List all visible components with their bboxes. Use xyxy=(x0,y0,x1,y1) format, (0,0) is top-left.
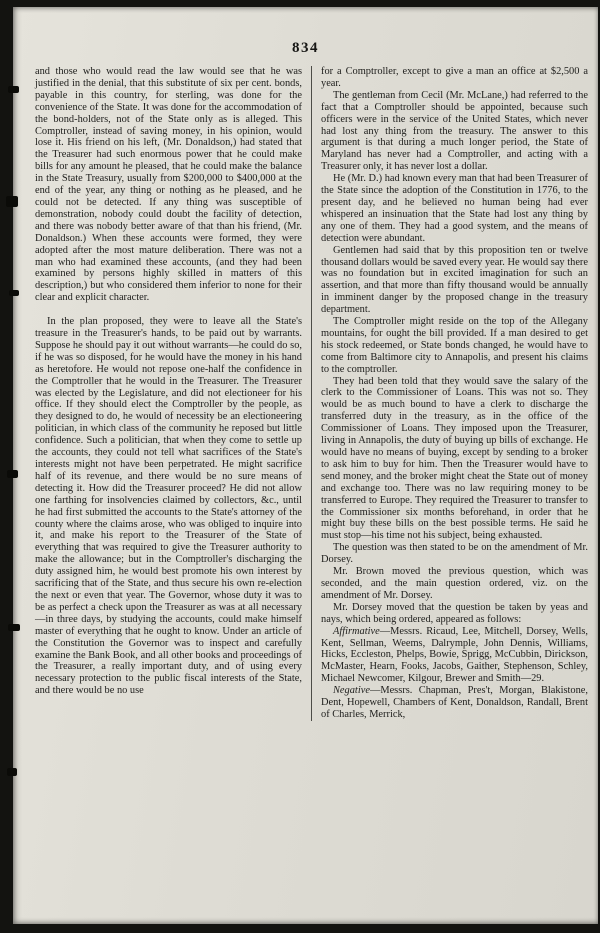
scan-artifact xyxy=(8,86,19,93)
document-page xyxy=(13,7,598,924)
paragraph: They had been told that they would save the salary of the clerk to the Commissioner of Loans. This was not so. They would be as much bound to have a clerk to discharge the transferred duty in the treasury, as in the office of the Commissioner of Loans. They imposed upon the Treasurer, living in Annapolis, the duty of buying up bills of exchange. He would have no means of buying, except by sending to a broker to ask him to buy for him. Then the Treasurer would have to send money, and the broker might cheat the State out of money and exchange too. There was no law requiring money to be transferred to Europe. They required the Treasurer to transfer to the Commissioner six months beforehand, in order that he might buy these bills on the best possible terms. He said he must stop—his time not his subject, being exhausted. xyxy=(321,375,588,542)
paragraph: He (Mr. D.) had known every man that had been Treasurer of the State since the adoption of the Constitution in 1776, to the present day, and he believed no human being had ever whispered an insinuation that the State had lost any thing by any one of them. They had a good system, and the means of detection were abundant. xyxy=(321,173,588,244)
paragraph: The gentleman from Cecil (Mr. McLane,) had referred to the fact that a Comptroller should be appointed, because such officers were in the service of the United States, which never had lost any thing from the treasury. The answer to this argument is that during a much longer period, the State of Maryland has never had a Comptroller, and acting with a Treasurer only, it has never lost a dollar. xyxy=(321,89,588,173)
paragraph: The Comptroller might reside on the top of the Allegany mountains, for ought the bill provided. If a man desired to get his stock redeemed, or State bonds changed, he would have to come from Baltimore city to Annapolis, and present his claims to the comptroller. xyxy=(321,316,588,375)
negative-names: —Messrs. Chapman, Pres't, Morgan, Blakistone, Dent, Hopewell, Chambers of Kent, Donaldson, Randall, Brent of Charles, Merrick, xyxy=(321,685,588,720)
scan-artifact xyxy=(7,768,17,776)
paragraph: Gentlemen had said that by this proposition ten or twelve thousand dollars would be saved every year. He would say there was no foundation but in excited imagination for such an assertion, and that more than fifty thousand would be annually in imminent danger by the proposed change in the treasury department. xyxy=(321,244,588,316)
left-column xyxy=(35,66,311,721)
negative-label: Negative xyxy=(333,685,370,697)
right-column xyxy=(312,66,588,721)
scan-artifact xyxy=(9,290,19,296)
paragraph: The question was then stated to be on the amendment of Mr. Dorsey. xyxy=(321,542,588,566)
affirmative-label: Affirmative xyxy=(333,625,380,637)
scan-artifact xyxy=(8,624,20,631)
page-number: 834 xyxy=(292,40,319,56)
text-columns xyxy=(13,66,598,721)
paragraph: Mr. Dorsey moved that the question be taken by yeas and nays, which being ordered, appeared as follows: xyxy=(321,601,588,625)
vote-list-affirmative xyxy=(321,626,588,686)
affirmative-names: —Messrs. Ricaud, Lee, Mitchell, Dorsey, Wells, Kent, Sellman, Weems, Dalrymple, John Dennis, Williams, Hicks, Eccleston, Phelps, Bowie, Sprigg, McCubbin, Dirickson, McMaster, Hearn, Fooks, Jacobs, Gaither, Stephenson, Schley, Michael Newcomer, Kilgour, Brewer and Smith—29. xyxy=(321,625,588,685)
scan-artifact xyxy=(7,470,18,478)
vote-list-negative xyxy=(321,685,588,721)
paragraph: and those who would read the law would see that he was justified in the denial, that this substitute of six per cent. bonds, payable in this country, for sterling, was done for the convenience of the State. It was done for the accommodation of the bond-holders, not of the State only as is alleged. This Comptroller, instead of saving money, in his opinion, would lose it. His friend on his left, (Mr. Donaldson,) had stated that the Treasurer had such enormous power that he could make bills for any amount he pleased, that he could make the balance in the State Treasury, usually from $200,000 to $400,000 at the end of the year, any thing or nothing as he pleased, and he could not be detected. If any thing was susceptible of demonstration, nobody could doubt the facility of detection, and there was nobody better aware of that than his friend, (Mr. Donaldson.) When these accounts were formed, they were adopted after the most mature deliberation. There was not a man who had examined these accounts, (and they had been examined by persons highly skilled in matters of this description,) but who considered them inferior to none for their clear and explicit character. xyxy=(35,66,302,304)
paragraph: for a Comptroller, except to give a man an office at $2,500 a year. xyxy=(321,66,588,89)
paragraph: In the plan proposed, they were to leave all the State's treasure in the Treasurer's hands, to be paid out by warrants. Suppose he should pay it out without warrants—he could do so, if he was so disposed, for he would have the money in his hand as heretofore. He would not repose one-half the confidence in the Comptroller that he would in the Treasurer. The Treasurer was elected by the Legislature, and did not electioneer for his office. If they should elect the Comptroller by the people, as they designed to do, he would of necessity be an electioneering politician, in which class of the community he reposed but little confidence. Such a politician, that when they come to settle up the accounts, they could not tell what sacrifices of the State's interests might not have been perpetrated. He might sacrifice half of its revenue, and there would be no sure means of detecting it. How did the Treasurer proceed? He did not allow one farthing for insolvencies claimed by collectors, &c., until he had first submitted the accounts to the State's attorney of the county where the claims arose, who was obliged to inquire into it, and make his report to the Treasurer of the State of everything that was required to give the Treasurer authority to make the allowance; but in the Comptroller's discharging the duty assigned him, he would best promote his own interest by sacrificing that of the State, and thus secure his own re-election the next or even that year. The Governor, whose duty it was to be as perfect a check upon the Treasurer as was at all necessary—in three days, by studying the accounts, could make himself master of everything that he ought to know. Under an article of the Constitution the Governor was to inspect and carefully examine the Bank Book, and all other books and proceedings of the Treasurer, a really important duty, and of using every necessary protection to the public fiscal interests of the State, and there would be no use xyxy=(35,316,302,697)
scan-artifact xyxy=(6,196,18,207)
paragraph: Mr. Brown moved the previous question, which was seconded, and the main question ordered, viz. on the amendment of Mr. Dorsey. xyxy=(321,566,588,601)
